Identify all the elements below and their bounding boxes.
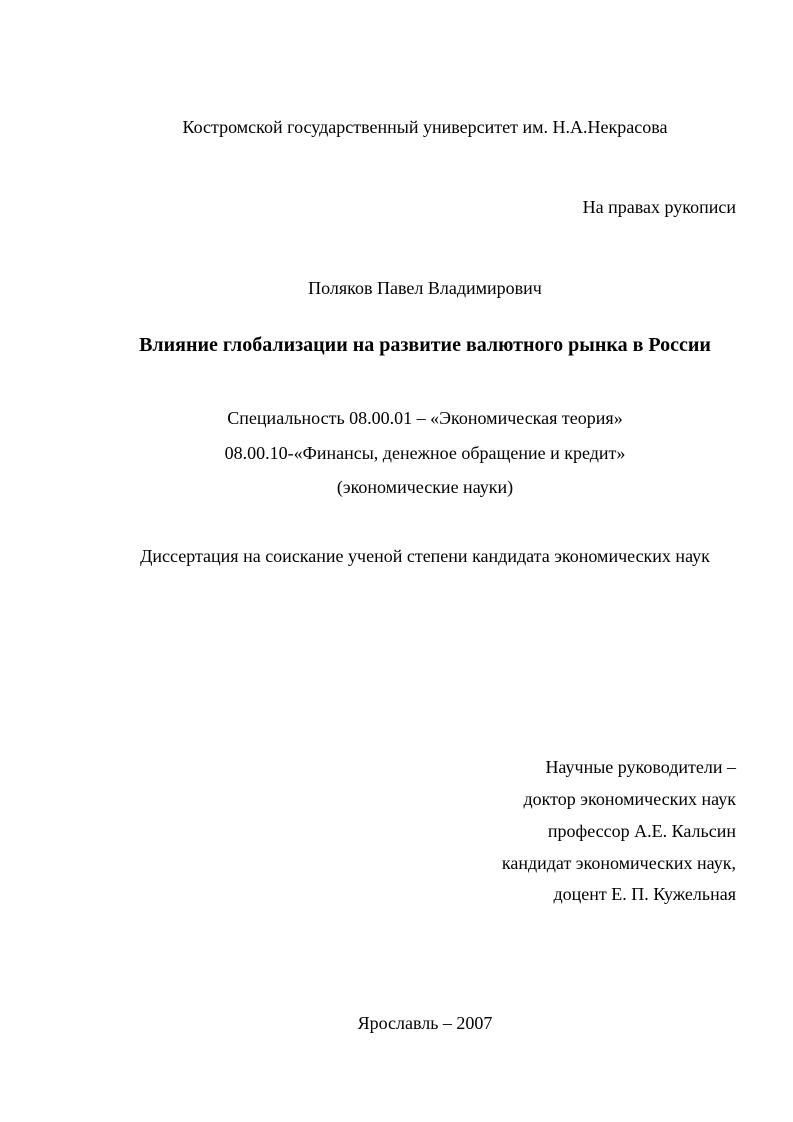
city-year: Ярославль – 2007: [357, 1013, 493, 1033]
specialty-line-1: Специальность 08.00.01 – «Экономическая теория»: [227, 408, 623, 428]
supervisor-1-name: профессор А.Е. Кальсин: [547, 821, 736, 841]
specialty-line-2: 08.00.10-«Финансы, денежное обращение и кредит»: [224, 443, 626, 463]
supervisors-heading: Научные руководители –: [545, 757, 736, 777]
specialty-line-3: (экономические науки): [336, 477, 514, 497]
university-name: Костромской государственный университет им. Н.А.Некрасова: [182, 117, 668, 137]
author-name: Поляков Павел Владимирович: [308, 278, 542, 298]
supervisor-2-name: доцент Е. П. Кужельная: [553, 884, 736, 904]
supervisor-1-degree: доктор экономических наук: [523, 789, 736, 809]
manuscript-note: На правах рукописи: [582, 197, 736, 217]
supervisor-2-degree: кандидат экономических наук,: [501, 853, 736, 873]
dissertation-note: Диссертация на соискание ученой степени кандидата экономических наук: [140, 546, 710, 566]
dissertation-title: Влияние глобализации на развитие валютного рынка в России: [139, 334, 711, 356]
